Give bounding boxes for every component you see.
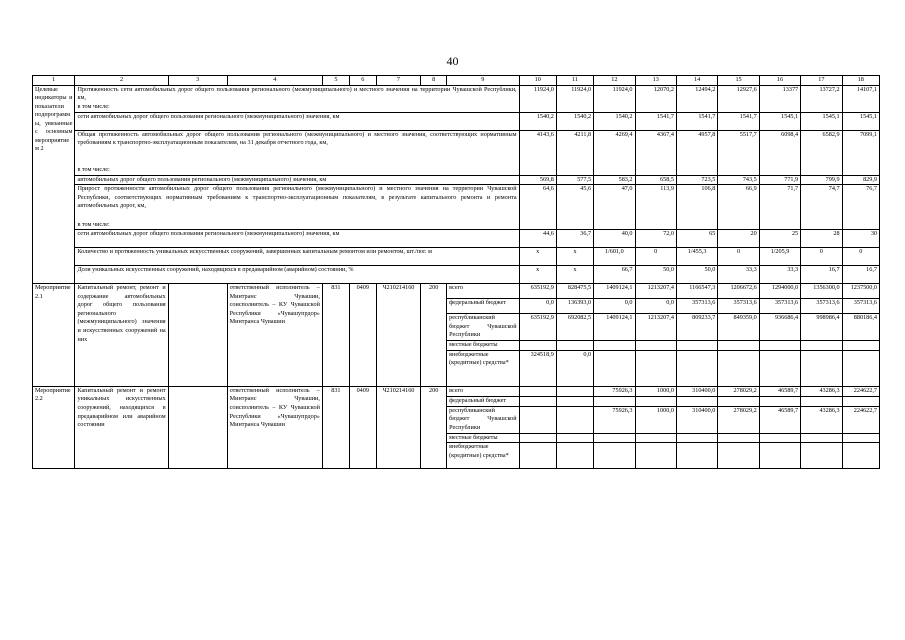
- indicator-value: 76,7: [842, 185, 879, 221]
- funding-value: [842, 443, 879, 469]
- funding-row: [33, 284, 880, 299]
- indicator-row: [33, 112, 880, 130]
- funding-value: [635, 350, 676, 386]
- funding-source: федеральный бюджет: [447, 396, 519, 406]
- indicator-value: [759, 103, 800, 112]
- funding-value: 357313,6: [801, 299, 842, 314]
- header-cell: 6: [349, 76, 376, 86]
- funding-value: 46589,7: [759, 406, 800, 433]
- indicator-value: 64,6: [519, 185, 556, 221]
- indicator-text: Доля уникальных искусственных сооружений, находящихся в предаварийном (аварийном) состоянии, %: [75, 266, 519, 284]
- indicator-value: 771,9: [759, 175, 800, 185]
- header-cell: 1: [33, 76, 75, 86]
- indicator-text: автомобильных дорог общего пользования регионального (межмуниципального) значения, км: [75, 175, 519, 185]
- indicator-value: 1/601,0: [594, 248, 635, 266]
- budget-code: 200: [421, 284, 447, 387]
- indicator-value: 569,8: [519, 175, 556, 185]
- header-row: [33, 76, 880, 86]
- funding-value: [556, 396, 593, 406]
- indicator-value: [519, 103, 556, 112]
- funding-value: [594, 443, 635, 469]
- funding-value: 692082,5: [556, 314, 593, 341]
- indicator-value: [718, 166, 759, 175]
- funding-value: 324518,9: [519, 350, 556, 386]
- indicator-row: [33, 85, 880, 103]
- funding-value: 936686,4: [759, 314, 800, 341]
- indicator-value: [759, 221, 800, 230]
- funding-value: 357313,6: [842, 299, 879, 314]
- funding-value: 224622,7: [842, 386, 879, 396]
- indicator-value: 65: [676, 230, 717, 248]
- measure-name: Капитальный ремонт и ремонт уникальных искусственных сооружений, находящихся в предаварийном или аварийном состоянии: [75, 386, 168, 468]
- funding-value: [519, 433, 556, 443]
- indicator-value: [801, 103, 842, 112]
- indicator-row: [33, 175, 880, 185]
- header-cell: 16: [759, 76, 800, 86]
- funding-value: 635192,9: [519, 284, 556, 299]
- funding-value: 828475,5: [556, 284, 593, 299]
- funding-value: 1206672,6: [718, 284, 759, 299]
- indicator-value: 4957,8: [676, 130, 717, 166]
- funding-value: 75926,3: [594, 406, 635, 433]
- funding-value: [594, 433, 635, 443]
- indicator-value: 1545,1: [801, 112, 842, 130]
- indicator-value: 1545,1: [842, 112, 879, 130]
- funding-source: республиканский бюджет Чувашской Республики: [447, 314, 519, 341]
- funding-value: 0,0: [519, 299, 556, 314]
- indicator-value: 4367,4: [635, 130, 676, 166]
- funding-value: [801, 350, 842, 386]
- funding-value: [594, 396, 635, 406]
- indicator-value: 20: [718, 230, 759, 248]
- measure-empty-cell: [168, 386, 227, 468]
- funding-value: [676, 433, 717, 443]
- indicator-value: 1540,2: [556, 112, 593, 130]
- indicator-value: 33,3: [759, 266, 800, 284]
- funding-value: 43286,3: [801, 386, 842, 396]
- funding-value: [801, 396, 842, 406]
- funding-value: 43286,3: [801, 406, 842, 433]
- funding-value: 357313,6: [759, 299, 800, 314]
- indicator-value: 40,0: [594, 230, 635, 248]
- header-cell: 18: [842, 76, 879, 86]
- indicator-value: 12070,2: [635, 85, 676, 103]
- funding-value: 1000,0: [635, 386, 676, 396]
- indicator-value: 50,0: [676, 266, 717, 284]
- funding-value: [556, 340, 593, 350]
- indicator-value: [676, 103, 717, 112]
- indicator-value: 1/205,9: [759, 248, 800, 266]
- funding-value: 849359,0: [718, 314, 759, 341]
- header-cell: 12: [594, 76, 635, 86]
- budget-code: 0409: [349, 284, 376, 387]
- header-cell: 2: [75, 76, 168, 86]
- indicator-value: [676, 166, 717, 175]
- indicator-value: 33,3: [718, 266, 759, 284]
- indicator-value: 0: [801, 248, 842, 266]
- indicator-value: 799,9: [801, 175, 842, 185]
- funding-source: внебюджетные (кредитные) средства*: [447, 350, 519, 386]
- funding-value: [759, 443, 800, 469]
- funding-value: [718, 350, 759, 386]
- indicator-value: 4143,6: [519, 130, 556, 166]
- funding-value: [801, 443, 842, 469]
- funding-value: [842, 340, 879, 350]
- indicator-value: [759, 166, 800, 175]
- indicator-value: 1541,7: [718, 112, 759, 130]
- indicator-value: x: [556, 248, 593, 266]
- funding-value: 809233,7: [676, 314, 717, 341]
- funding-source: всего: [447, 284, 519, 299]
- indicator-value: 4211,8: [556, 130, 593, 166]
- funding-value: [635, 340, 676, 350]
- indicator-value: [594, 103, 635, 112]
- indicator-value: 1540,2: [519, 112, 556, 130]
- indicator-value: 0: [635, 248, 676, 266]
- budget-code: Ч210214160: [376, 386, 421, 468]
- indicator-value: [635, 166, 676, 175]
- funding-source: внебюджетные (кредитные) средства*: [447, 443, 519, 469]
- indicator-row: [33, 266, 880, 284]
- indicator-value: 658,5: [635, 175, 676, 185]
- funding-source: местные бюджеты: [447, 340, 519, 350]
- budget-code: 831: [322, 386, 349, 468]
- funding-value: [676, 443, 717, 469]
- budget-code: 0409: [349, 386, 376, 468]
- funding-value: 1000,0: [635, 406, 676, 433]
- funding-value: [556, 443, 593, 469]
- indicator-value: 829,9: [842, 175, 879, 185]
- funding-value: [718, 396, 759, 406]
- indicator-value: [635, 103, 676, 112]
- budget-code: Ч210214160: [376, 284, 421, 387]
- indicator-row: [33, 221, 880, 230]
- indicator-row: [33, 248, 880, 266]
- funding-value: 357313,6: [676, 299, 717, 314]
- indicator-value: 14107,1: [842, 85, 879, 103]
- funding-value: [842, 396, 879, 406]
- funding-value: [801, 433, 842, 443]
- funding-value: 1237500,0: [842, 284, 879, 299]
- page-number: 40: [446, 54, 459, 68]
- funding-value: [556, 433, 593, 443]
- indicator-row: [33, 166, 880, 175]
- funding-value: 1409124,1: [594, 314, 635, 341]
- header-cell: 17: [801, 76, 842, 86]
- indicator-value: 1/455,3: [676, 248, 717, 266]
- funding-value: [519, 406, 556, 433]
- indicator-value: 583,2: [594, 175, 635, 185]
- indicator-value: 4269,4: [594, 130, 635, 166]
- indicator-text: Прирост протяженности автомобильных дорог общего пользования регионального (межмуниципального) и местного значения на территории Чувашской Республики, соответствующих нормативным требованиям к транспортно-эксплуатационным показателям, в результате капитального ремонта и ремонта автомобильных дорог, км,: [75, 185, 519, 221]
- header-cell: 10: [519, 76, 556, 86]
- funding-value: 1294000,0: [759, 284, 800, 299]
- indicator-value: 71,7: [759, 185, 800, 221]
- header-cell: 3: [168, 76, 227, 86]
- indicator-value: x: [556, 266, 593, 284]
- funding-value: 278029,2: [718, 386, 759, 396]
- funding-value: 1213207,4: [635, 284, 676, 299]
- measure-empty-cell: [168, 284, 227, 387]
- indicator-row: [33, 130, 880, 166]
- indicator-value: 6098,4: [759, 130, 800, 166]
- funding-value: [635, 396, 676, 406]
- funding-value: [676, 350, 717, 386]
- indicator-value: [556, 103, 593, 112]
- funding-value: [556, 406, 593, 433]
- indicator-value: 66,7: [594, 266, 635, 284]
- indicator-value: [556, 166, 593, 175]
- funding-value: [759, 340, 800, 350]
- indicator-value: 16,7: [801, 266, 842, 284]
- funding-value: [594, 340, 635, 350]
- indicator-value: 50,0: [635, 266, 676, 284]
- funding-value: 224622,7: [842, 406, 879, 433]
- indicator-value: [519, 221, 556, 230]
- header-cell: 5: [322, 76, 349, 86]
- header-cell: 13: [635, 76, 676, 86]
- indicator-value: 7099,1: [842, 130, 879, 166]
- indicator-value: 1541,7: [635, 112, 676, 130]
- budget-code: 831: [322, 284, 349, 387]
- funding-value: [519, 340, 556, 350]
- funding-value: 1166547,3: [676, 284, 717, 299]
- indicator-value: [519, 166, 556, 175]
- budget-code: 200: [421, 386, 447, 468]
- funding-value: 1213207,4: [635, 314, 676, 341]
- indicator-text: в том числе:: [75, 103, 519, 112]
- funding-value: 278029,2: [718, 406, 759, 433]
- indicator-text: сети автомобильных дорог общего пользования регионального (межмуниципального) значения, км: [75, 230, 519, 248]
- funding-value: [556, 386, 593, 396]
- indicator-value: 743,5: [718, 175, 759, 185]
- indicator-value: 11924,0: [519, 85, 556, 103]
- funding-value: [718, 443, 759, 469]
- indicator-value: 45,6: [556, 185, 593, 221]
- indicator-value: 6582,9: [801, 130, 842, 166]
- indicator-value: 36,7: [556, 230, 593, 248]
- indicator-text: Количество и протяженность уникальных искусственных сооружений, завершенных капитальным ремонтом или ремонтом, шт./пог. м: [75, 248, 519, 266]
- funding-value: [676, 396, 717, 406]
- indicator-value: 44,6: [519, 230, 556, 248]
- funding-value: 75926,3: [594, 386, 635, 396]
- measure-executor: ответственный исполнитель – Минтранс Чувашии, соисполнитель – КУ Чувашской Республики «Чувашупрдор» Минтранса Чувашии: [227, 386, 322, 468]
- funding-value: [594, 350, 635, 386]
- indicator-value: 13377: [759, 85, 800, 103]
- funding-value: [759, 433, 800, 443]
- indicator-value: 1541,7: [676, 112, 717, 130]
- indicator-row: [33, 230, 880, 248]
- indicator-value: 47,0: [594, 185, 635, 221]
- funding-value: 1409124,1: [594, 284, 635, 299]
- indicator-value: 1545,1: [759, 112, 800, 130]
- funding-value: 136393,0: [556, 299, 593, 314]
- measure-executor: ответственный исполнитель – Минтранс Чувашии, соисполнитель – КУ Чувашской Республики «Чувашупрдор» Минтранса Чувашии: [227, 284, 322, 387]
- indicator-text: в том числе:: [75, 166, 519, 175]
- indicator-value: [556, 221, 593, 230]
- funding-value: 357313,6: [718, 299, 759, 314]
- funding-value: [635, 433, 676, 443]
- header-cell: 14: [676, 76, 717, 86]
- indicator-value: [801, 166, 842, 175]
- funding-value: [759, 350, 800, 386]
- funding-value: 0,0: [594, 299, 635, 314]
- funding-value: 998986,4: [801, 314, 842, 341]
- indicator-value: 577,5: [556, 175, 593, 185]
- funding-value: [801, 340, 842, 350]
- indicator-value: 16,7: [842, 266, 879, 284]
- funding-source: местные бюджеты: [447, 433, 519, 443]
- funding-value: 0,0: [556, 350, 593, 386]
- indicator-value: 0: [842, 248, 879, 266]
- indicator-row: [33, 185, 880, 221]
- funding-value: [842, 350, 879, 386]
- funding-value: [635, 443, 676, 469]
- measure-label: Мероприятие 2.2: [33, 386, 75, 468]
- indicator-value: [842, 103, 879, 112]
- measure-name: Капитальный ремонт, ремонт и содержание автомобильных дорог общего пользования регионального (межмуниципального) значения и искусственных сооружений на них: [75, 284, 168, 387]
- funding-value: 310400,0: [676, 406, 717, 433]
- funding-value: [519, 396, 556, 406]
- funding-value: [519, 386, 556, 396]
- targets-label: Целевые индикаторы и показатели подпрограммы, увязанные с основным мероприятием 2: [33, 85, 75, 284]
- header-cell: 4: [227, 76, 322, 86]
- indicator-value: 113,9: [635, 185, 676, 221]
- indicator-value: [718, 221, 759, 230]
- indicator-value: 12927,6: [718, 85, 759, 103]
- indicator-row: [33, 103, 880, 112]
- funding-value: 46589,7: [759, 386, 800, 396]
- indicator-value: [801, 221, 842, 230]
- indicator-value: 106,8: [676, 185, 717, 221]
- funding-value: 310400,0: [676, 386, 717, 396]
- measure-label: Мероприятие 2.1: [33, 284, 75, 387]
- funding-value: 880186,4: [842, 314, 879, 341]
- indicator-value: 25: [759, 230, 800, 248]
- indicator-value: 12494,2: [676, 85, 717, 103]
- header-cell: 8: [421, 76, 447, 86]
- indicator-value: x: [519, 248, 556, 266]
- funding-source: федеральный бюджет: [447, 299, 519, 314]
- funding-source: всего: [447, 386, 519, 396]
- indicator-value: [594, 221, 635, 230]
- indicator-value: 30: [842, 230, 879, 248]
- indicator-value: 1540,2: [594, 112, 635, 130]
- indicator-value: [842, 221, 879, 230]
- header-cell: 9: [447, 76, 519, 86]
- indicator-value: 74,7: [801, 185, 842, 221]
- indicator-value: 13727,2: [801, 85, 842, 103]
- indicator-value: [718, 103, 759, 112]
- indicator-value: [676, 221, 717, 230]
- indicator-value: 66,9: [718, 185, 759, 221]
- funding-source: республиканский бюджет Чувашской Республики: [447, 406, 519, 433]
- funding-value: [676, 340, 717, 350]
- indicator-value: 5517,7: [718, 130, 759, 166]
- header-cell: 7: [376, 76, 421, 86]
- indicator-text: сети автомобильных дорог общего пользования регионального (межмуниципального) значения, км: [75, 112, 519, 130]
- indicator-value: 72,0: [635, 230, 676, 248]
- indicator-value: 11924,0: [594, 85, 635, 103]
- indicator-value: x: [519, 266, 556, 284]
- funding-value: [759, 396, 800, 406]
- indicator-value: 0: [718, 248, 759, 266]
- indicator-text: в том числе:: [75, 221, 519, 230]
- indicator-value: [842, 166, 879, 175]
- indicator-text: Протяженность сети автомобильных дорог общего пользования регионального (межмуниципального) и местного значения на территории Чувашской Республики, км,: [75, 85, 519, 103]
- funding-value: 1356300,0: [801, 284, 842, 299]
- budget-table: [32, 75, 880, 469]
- indicator-value: [594, 166, 635, 175]
- funding-value: 635192,9: [519, 314, 556, 341]
- indicator-value: [635, 221, 676, 230]
- header-cell: 15: [718, 76, 759, 86]
- indicator-text: Общая протяженность автомобильных дорог общего пользования регионального (межмуниципального) и местного значения, соответствующих нормативным требованиям к транспортно-эксплуатационным показателям, на 31 декабря отчетного года, км,: [75, 130, 519, 166]
- header-cell: 11: [556, 76, 593, 86]
- funding-value: [718, 433, 759, 443]
- funding-value: [519, 443, 556, 469]
- funding-value: [718, 340, 759, 350]
- funding-row: [33, 386, 880, 396]
- indicator-value: 11924,0: [556, 85, 593, 103]
- funding-value: 0,0: [635, 299, 676, 314]
- indicator-value: 28: [801, 230, 842, 248]
- indicator-value: 723,5: [676, 175, 717, 185]
- funding-value: [842, 433, 879, 443]
